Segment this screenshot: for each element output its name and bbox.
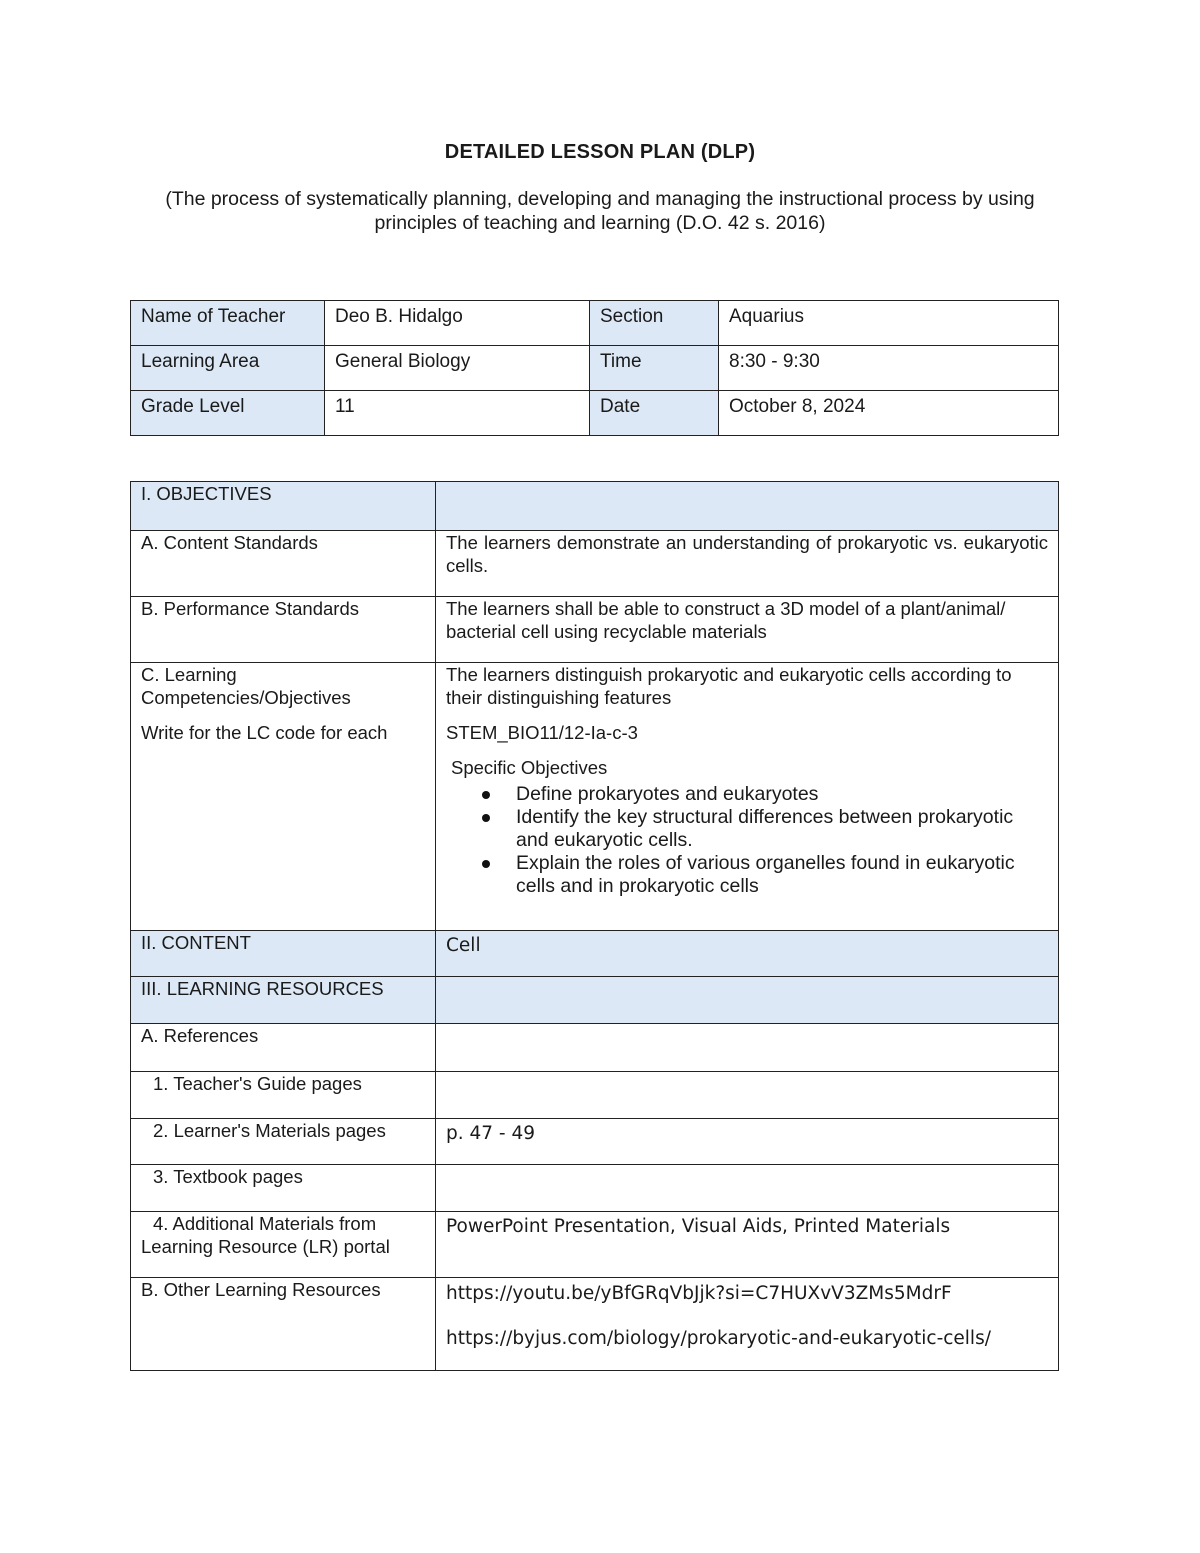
textbook-label: 3. Textbook pages xyxy=(131,1165,436,1212)
section-label: Section xyxy=(590,301,719,346)
list-item: Explain the roles of various organelles found in eukaryotic cells and in prokaryotic cells xyxy=(516,852,1048,898)
teacher-label: Name of Teacher xyxy=(131,301,325,346)
table-row xyxy=(131,346,1059,391)
table-row xyxy=(131,977,1059,1024)
table-row xyxy=(131,1072,1059,1119)
resources-heading-blank xyxy=(436,977,1059,1024)
table-row xyxy=(131,531,1059,597)
table-row xyxy=(131,1212,1059,1278)
document-subtitle: (The process of systematically planning, developing and managing the instructional process by using principles of teaching and learning (D.O. 42 s. 2016) xyxy=(165,188,1035,234)
performance-standards-label: B. Performance Standards xyxy=(131,597,436,663)
content-standards-value: The learners demonstrate an understanding of prokaryotic vs. eukaryotic cells. xyxy=(436,531,1059,597)
resource-link[interactable]: https://byjus.com/biology/prokaryotic-and-eukaryotic-cells/ xyxy=(446,1328,991,1349)
competencies-details xyxy=(436,663,1059,931)
competencies-note: Write for the LC code for each xyxy=(141,722,388,743)
teacher-info-table xyxy=(130,300,1059,436)
teachers-guide-value xyxy=(436,1072,1059,1119)
content-value: Cell xyxy=(436,931,1059,977)
resource-link[interactable]: https://youtu.be/yBfGRqVbJjk?si=C7HUXvV3ZMs5MdrF xyxy=(446,1283,952,1304)
teacher-value: Deo B. Hidalgo xyxy=(325,301,590,346)
table-row xyxy=(131,482,1059,531)
competencies-cell xyxy=(131,663,436,931)
competencies-label: C. Learning Competencies/Objectives xyxy=(141,664,351,708)
document-title: DETAILED LESSON PLAN (DLP) xyxy=(444,141,756,163)
list-item: Define prokaryotes and eukaryotes xyxy=(516,783,1048,806)
table-row xyxy=(131,1024,1059,1072)
other-resources-links xyxy=(436,1278,1059,1371)
other-resources-label: B. Other Learning Resources xyxy=(131,1278,436,1371)
additional-materials-value: PowerPoint Presentation, Visual Aids, Printed Materials xyxy=(436,1212,1059,1278)
additional-materials-label: 4. Additional Materials from Learning Resource (LR) portal xyxy=(131,1212,436,1278)
table-row xyxy=(131,1119,1059,1165)
references-blank xyxy=(436,1024,1059,1072)
table-row xyxy=(131,391,1059,436)
table-row xyxy=(131,1165,1059,1212)
competencies-value: The learners distinguish prokaryotic and eukaryotic cells according to their distinguishing features xyxy=(446,664,1012,708)
references-label: A. References xyxy=(131,1024,436,1072)
grade-level-value: 11 xyxy=(325,391,590,436)
section-value: Aquarius xyxy=(719,301,1059,346)
list-item: Identify the key structural differences between prokaryotic and eukaryotic cells. xyxy=(516,806,1048,852)
table-row xyxy=(131,663,1059,931)
lc-code: STEM_BIO11/12-Ia-c-3 xyxy=(446,722,638,743)
content-heading: II. CONTENT xyxy=(131,931,436,977)
content-standards-label: A. Content Standards xyxy=(131,531,436,597)
date-label: Date xyxy=(590,391,719,436)
learning-area-value: General Biology xyxy=(325,346,590,391)
performance-standards-value: The learners shall be able to construct a 3D model of a plant/animal/ bacterial cell using recyclable materials xyxy=(436,597,1059,663)
resources-heading: III. LEARNING RESOURCES xyxy=(131,977,436,1024)
table-row xyxy=(131,597,1059,663)
specific-objectives-list xyxy=(446,783,1048,898)
learning-area-label: Learning Area xyxy=(131,346,325,391)
lesson-plan-table xyxy=(130,481,1059,1371)
table-row xyxy=(131,301,1059,346)
time-label: Time xyxy=(590,346,719,391)
time-value: 8:30 - 9:30 xyxy=(719,346,1059,391)
textbook-value xyxy=(436,1165,1059,1212)
teachers-guide-label: 1. Teacher's Guide pages xyxy=(131,1072,436,1119)
learners-materials-value: p. 47 - 49 xyxy=(436,1119,1059,1165)
date-value: October 8, 2024 xyxy=(719,391,1059,436)
learners-materials-label: 2. Learner's Materials pages xyxy=(131,1119,436,1165)
table-row xyxy=(131,931,1059,977)
table-row xyxy=(131,1278,1059,1371)
grade-level-label: Grade Level xyxy=(131,391,325,436)
objectives-heading: I. OBJECTIVES xyxy=(131,482,436,531)
specific-objectives-label: Specific Objectives xyxy=(451,757,608,778)
objectives-heading-blank xyxy=(436,482,1059,531)
